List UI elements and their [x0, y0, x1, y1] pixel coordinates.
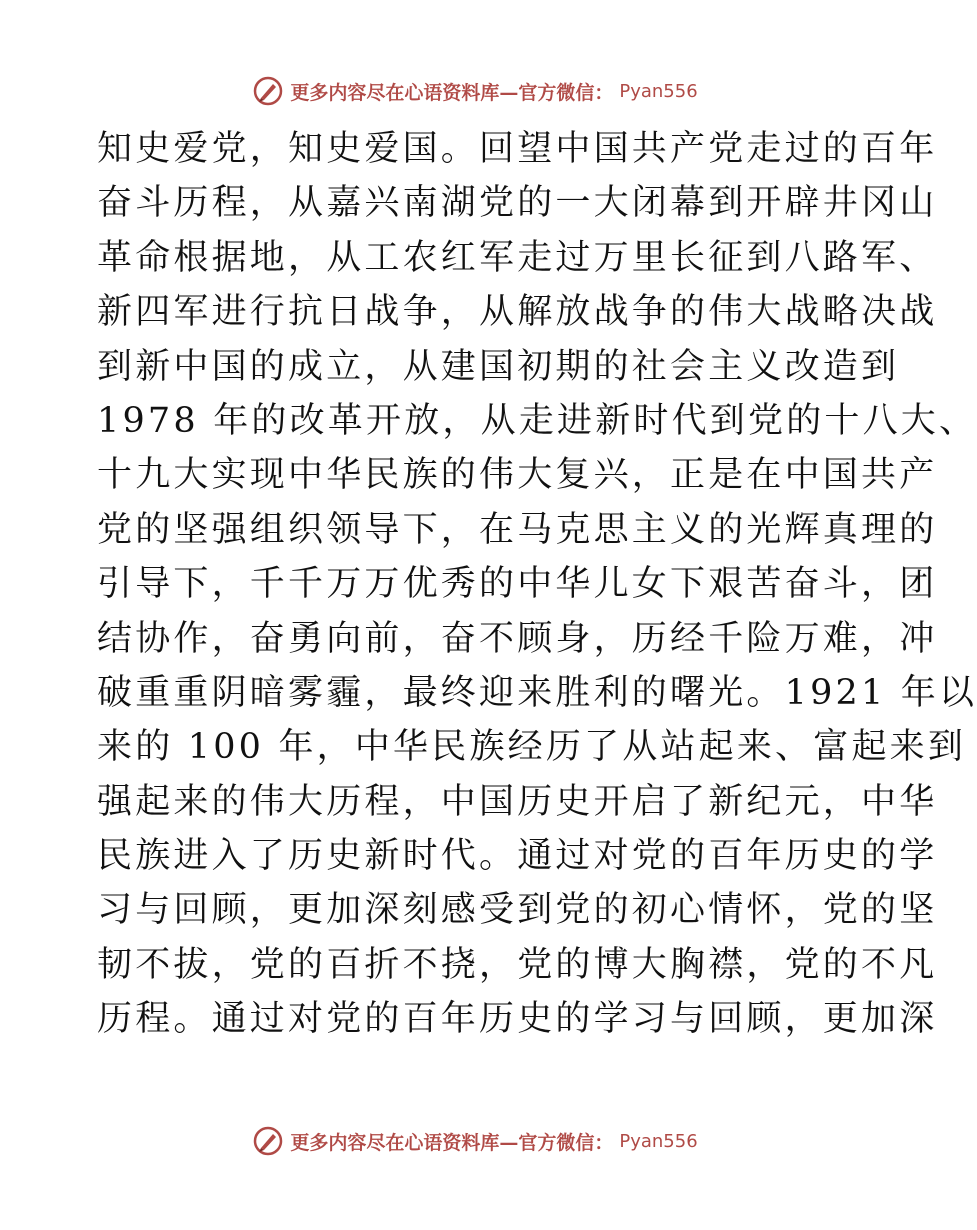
body-line: 韧不拔，党的百折不挠，党的博大胸襟，党的不凡 [97, 944, 938, 985]
body-line: 习与回顾，更加深刻感受到党的初心情怀，党的坚 [97, 890, 938, 931]
body-line: 结协作，奋勇向前，奋不顾身，历经千险万难，冲 [97, 618, 938, 659]
body-line: 强起来的伟大历程，中国历史开启了新纪元，中华 [97, 781, 938, 822]
body-line: 到新中国的成立，从建国初期的社会主义改造到 [97, 346, 900, 387]
body-line: 历程。通过对党的百年历史的学习与回顾，更加深 [97, 999, 938, 1040]
pen-logo-icon [252, 1125, 284, 1157]
body-line: 引导下，千千万万优秀的中华儿女下艰苦奋斗，团 [97, 564, 938, 605]
watermark-handle: Pyan556 [619, 80, 698, 102]
body-line: 奋斗历程，从嘉兴南湖党的一大闭幕到开辟井冈山 [97, 183, 938, 224]
body-line: 1978 年的改革开放，从走进新时代到党的十八大、 [97, 400, 977, 441]
body-line: 革命根据地，从工农红军走过万里长征到八路军、 [97, 237, 938, 278]
body-line: 十九大实现中华民族的伟大复兴，正是在中国共产 [97, 455, 938, 496]
body-line: 破重重阴暗雾霾，最终迎来胜利的曙光。1921 年以 [97, 672, 977, 713]
header-watermark [0, 71, 950, 111]
body-line: 党的坚强组织领导下，在马克思主义的光辉真理的 [97, 509, 938, 550]
body-line: 来的 100 年，中华民族经历了从站起来、富起来到 [97, 727, 967, 768]
body-line: 民族进入了历史新时代。通过对党的百年历史的学 [97, 836, 938, 877]
pen-logo-icon [252, 75, 284, 107]
body-line: 知史爱党，知史爱国。回望中国共产党走过的百年 [97, 129, 938, 169]
footer-watermark [0, 1121, 950, 1161]
body-line: 新四军进行抗日战争，从解放战争的伟大战略决战 [97, 292, 938, 333]
watermark-text: 更多内容尽在心语资料库—官方微信： [290, 1131, 614, 1154]
watermark-text: 更多内容尽在心语资料库—官方微信： [290, 81, 614, 104]
watermark-handle: Pyan556 [619, 1130, 698, 1152]
document-body [97, 122, 977, 1047]
